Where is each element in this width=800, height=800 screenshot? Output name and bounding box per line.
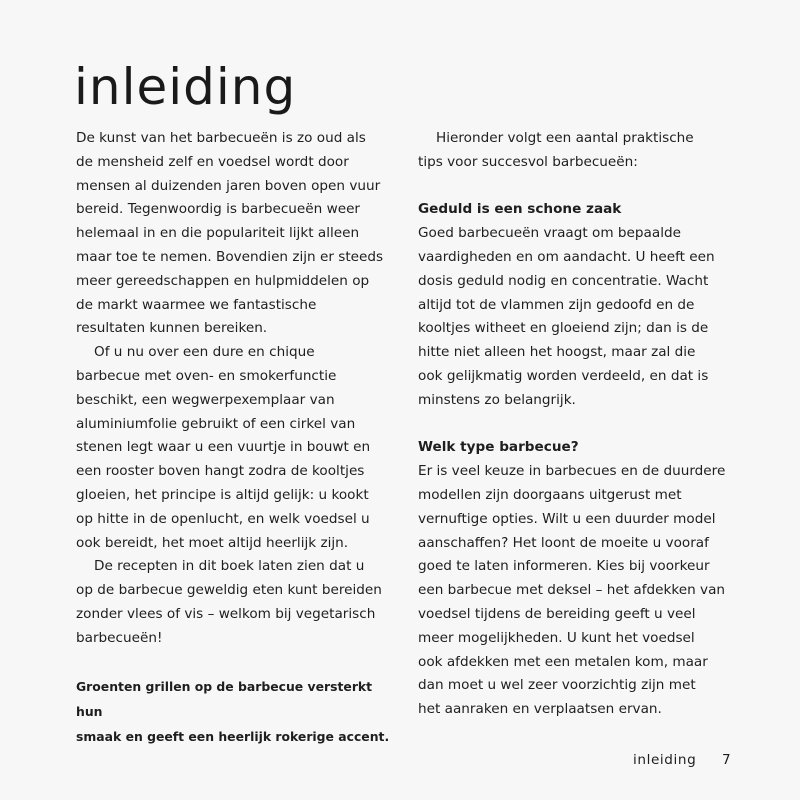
paragraph-tips-intro: Hieronder volgt een aantal praktische tips voor succesvol barbecueën:: [418, 130, 694, 170]
left-column: [76, 127, 396, 749]
paragraph-recipes: De recepten in dit boek laten zien dat u op de barbecue geweldig eten kunt bereiden zonder vlees of vis – welkom bij vegetarisch barbecueën!: [76, 558, 382, 646]
right-column: [418, 127, 744, 722]
paragraph-intro: De kunst van het barbecueën is zo oud als de mensheid zelf en voedsel wordt door mensen al duizenden jaren boven open vuur bereid. Tegenwoordig is barbecueën weer helemaal in en die populariteit lijkt alleen maar toe te nemen. Bovendien zijn er steeds meer gereedschappen en hulpmiddelen op de markt waarmee we fantastische resultaten kunnen bereiken.: [76, 130, 384, 337]
spacer: [418, 175, 744, 199]
spacer: [76, 651, 396, 675]
paragraph-barbecue-type: Er is veel keuze in barbecues en de duurdere modellen zijn doorgaans uitgerust met vernuftige opties. Wilt u een duurder model aanschaffen? Het loont de moeite u vooraf goed te laten informeren. Kies bij voorkeur een barbecue met deksel – het afdekken van voedsel tijdens de bereiding geeft u veel meer mogelijkheden. U kunt het voedsel ook afdekken met een metalen kom, maar dan moet u wel zeer voorzichtig zijn met het aanraken en verplaatsen ervan.: [418, 463, 726, 718]
section-heading-patience: Geduld is een schone zaak: [418, 201, 622, 218]
paragraph-patience: Goed barbecueën vraagt om bepaalde vaardigheden en om aandacht. U heeft een dosis geduld nodig en concentratie. Wacht altijd tot de vlammen zijn gedoofd en de kooltjes witheet en gloeiend zijn; dan is de hitte niet alleen het hoogst, maar zal die ook gelijkmatig worden verdeeld, en dat is minstens zo belangrijk.: [418, 225, 715, 408]
running-footer-label: inleiding: [633, 752, 697, 768]
photo-caption: Groenten grillen op de barbecue versterkt hun smaak en geeft een heerlijk rokerige accent.: [76, 679, 390, 745]
page-title: inleiding: [74, 58, 297, 116]
paragraph-barbecue-types: Of u nu over een dure en chique barbecue met oven- en smokerfunctie beschikt, een wegwerpexemplaar van aluminiumfolie gebruikt of een cirkel van stenen legt waar u een vuurtje in bouwt en een rooster boven hangt zodra de kooltjes gloeien, het principe is altijd gelijk: u kookt op hitte in de openlucht, en welk voedsel u ook bereidt, het moet altijd heerlijk zijn.: [76, 344, 371, 551]
page-number: 7: [722, 752, 731, 768]
section-heading-barbecue-type: Welk type barbecue?: [418, 439, 579, 456]
spacer: [418, 413, 744, 437]
